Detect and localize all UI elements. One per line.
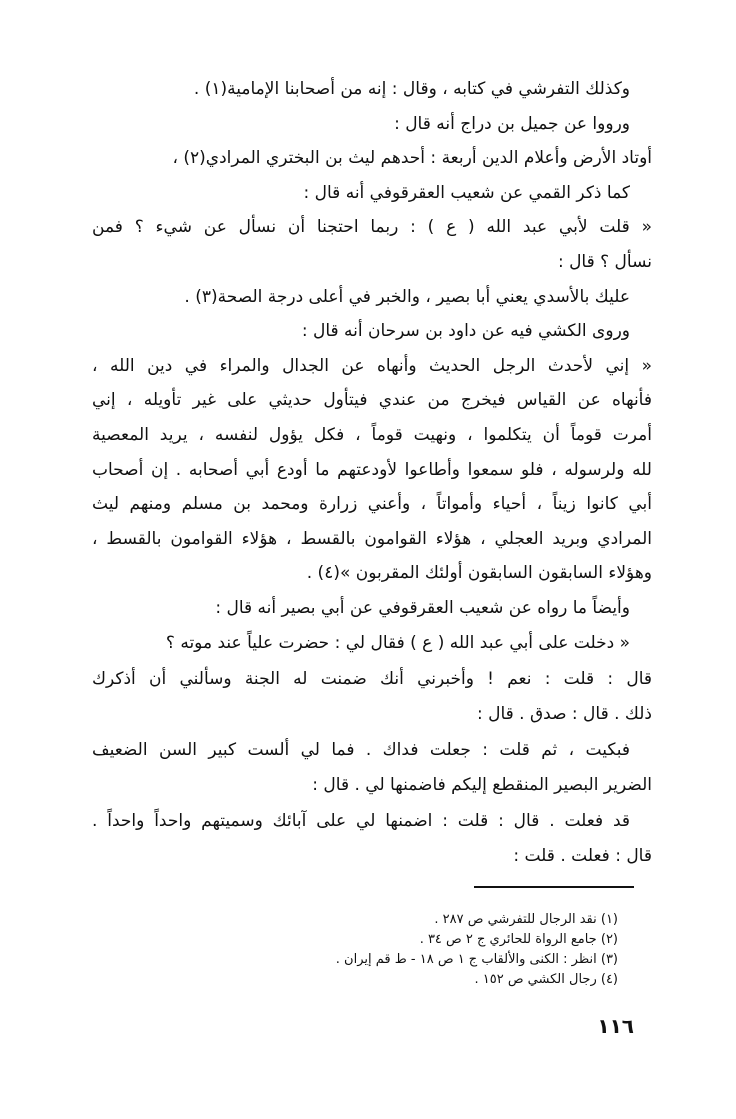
text-line: أوتاد الأرض وأعلام الدين أربعة : أحدهم ليث بن البختري المرادي(٢) ، [172,148,652,169]
text-line: قال : فعلت . قلت : [513,846,652,867]
text-line: عليك بالأسدي يعني أبا بصير ، والخبر في أعلى درجة الصحة(٣) . [184,286,630,307]
footnotes [200,910,618,990]
text-line: « قلت لأبي عبد الله ( ع ) : ربما احتجنا أن نسأل عن شيء ؟ فمن [92,217,652,238]
text-line: كما ذكر القمي عن شعيب العقرقوفي أنه قال : [303,182,630,203]
text-line: فبكيت ، ثم قلت : جعلت فداك . فما لي ألست كبير السن الضعيف [92,740,630,761]
text-line: وروى الكشي فيه عن داود بن سرحان أنه قال : [301,321,630,342]
footnote-divider [474,886,634,888]
text-line: وهؤلاء السابقون السابقون أولئك المقربون »(٤) . [306,563,652,584]
text-line: ورووا عن جميل بن دراج أنه قال : [394,113,630,134]
text-line: « إني لأحدث الرجل الحديث وأنهاه عن الجدال والمراء في دين الله ، [92,355,652,376]
text-line: المرادي وبريد العجلي ، هؤلاء القوامون بالقسط ، هؤلاء القوامون بالقسط ، [92,528,652,549]
text-line: « دخلت على أبي عبد الله ( ع ) فقال لي : حضرت علياً عند موته ؟ [165,632,630,653]
text-line: أبي كانوا زيناً ، أحياء وأمواتاً ، وأعني زرارة ومحمد بن مسلم ومنهم ليث [92,494,652,515]
page-number: ١١٦ [597,1014,634,1038]
text-line: نسأل ؟ قال : [557,251,652,272]
text-line: وأيضاً ما رواه عن شعيب العقرقوفي عن أبي بصير أنه قال : [215,597,630,618]
footnote: (١) نقد الرجال للتفرشي ص ٢٨٧ . [434,912,618,927]
text-line: أمرت قوماً أن يتكلموا ، ونهيت قوماً ، فكل يؤول لنفسه ، يريد المعصية [92,424,652,445]
text-line: ذلك . قال : صدق . قال : [476,703,652,724]
text-line: الضرير البصير المنقطع إليكم فاضمنها لي . قال : [312,774,652,795]
text-line: وكذلك التفرشي في كتابه ، وقال : إنه من أصحابنا الإمامية(١) . [193,79,630,99]
text-line: لله ولرسوله ، فلو سمعوا وأطاعوا لأودعتهم ما أودع أبي أصحابه . إن أصحاب [92,459,652,480]
footnote: (٢) جامع الرواة للحائري ج ٢ ص ٣٤ . [419,932,618,947]
main-text [92,72,652,874]
text-line: قد فعلت . قال : قلت : اضمنها لي على آبائك وسميتهم واحداً واحداً . [92,811,630,832]
text-line: فأنهاه عن القياس فيخرج من عندي فيتأول حديثي على غير تأويله ، إني [92,390,652,411]
text-line: قال : قلت : نعم ! وأخبرني أنك ضمنت له الجنة وسألني أن أذكرك [92,669,652,690]
footnote: (٤) رجال الكشي ص ١٥٢ . [474,972,618,987]
footnote: (٣) انظر : الكنى والألقاب ج ١ ص ١٨ - ط قم إيران . [335,952,618,967]
